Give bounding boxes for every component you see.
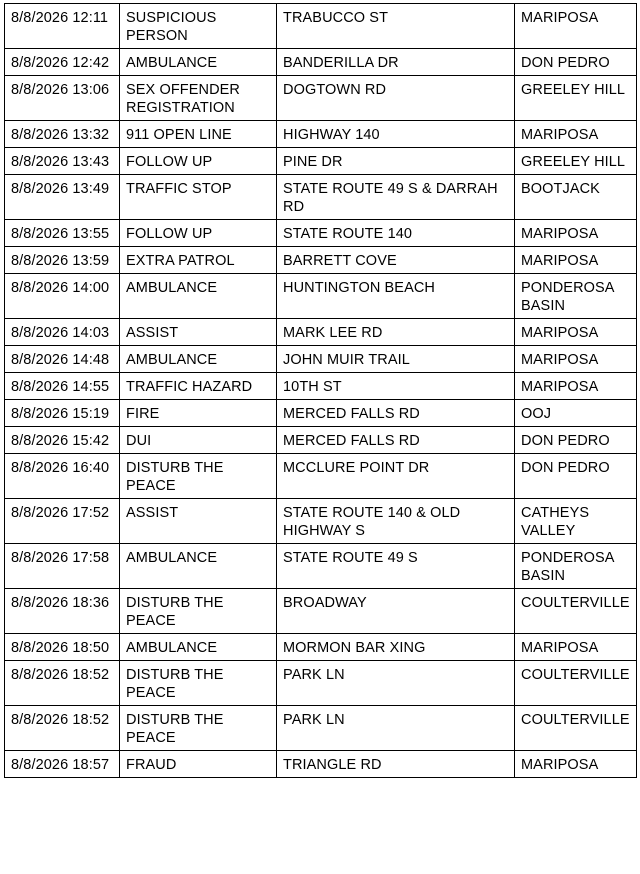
incident-type-cell: AMBULANCE (120, 49, 277, 76)
area-cell: DON PEDRO (515, 427, 637, 454)
datetime-cell: 8/8/2026 17:52 (5, 499, 120, 544)
incident-type-cell: FIRE (120, 400, 277, 427)
datetime-cell: 8/8/2026 16:40 (5, 454, 120, 499)
table-row (5, 706, 637, 751)
area-cell: COULTERVILLE (515, 706, 637, 751)
location-cell: MORMON BAR XING (277, 634, 515, 661)
datetime-cell: 8/8/2026 14:48 (5, 346, 120, 373)
location-cell: MARK LEE RD (277, 319, 515, 346)
datetime-cell: 8/8/2026 18:36 (5, 589, 120, 634)
area-cell: MARIPOSA (515, 121, 637, 148)
table-row (5, 589, 637, 634)
incident-type-cell: AMBULANCE (120, 634, 277, 661)
incident-type-cell: EXTRA PATROL (120, 247, 277, 274)
area-cell: GREELEY HILL (515, 148, 637, 175)
location-cell: STATE ROUTE 49 S & DARRAH RD (277, 175, 515, 220)
incident-type-cell: SEX OFFENDER REGISTRATION (120, 76, 277, 121)
table-row (5, 274, 637, 319)
table-row (5, 346, 637, 373)
area-cell: MARIPOSA (515, 319, 637, 346)
incident-type-cell: TRAFFIC STOP (120, 175, 277, 220)
incident-type-cell: TRAFFIC HAZARD (120, 373, 277, 400)
incident-type-cell: AMBULANCE (120, 544, 277, 589)
incident-type-cell: AMBULANCE (120, 346, 277, 373)
datetime-cell: 8/8/2026 18:52 (5, 706, 120, 751)
area-cell: PONDEROSA BASIN (515, 274, 637, 319)
area-cell: MARIPOSA (515, 220, 637, 247)
table-row (5, 427, 637, 454)
table-row (5, 175, 637, 220)
datetime-cell: 8/8/2026 15:42 (5, 427, 120, 454)
incident-type-cell: DISTURB THE PEACE (120, 454, 277, 499)
datetime-cell: 8/8/2026 14:00 (5, 274, 120, 319)
table-row (5, 121, 637, 148)
incident-type-cell: ASSIST (120, 499, 277, 544)
datetime-cell: 8/8/2026 15:19 (5, 400, 120, 427)
datetime-cell: 8/8/2026 18:57 (5, 751, 120, 778)
area-cell: MARIPOSA (515, 751, 637, 778)
incident-type-cell: SUSPICIOUS PERSON (120, 4, 277, 49)
location-cell: 10TH ST (277, 373, 515, 400)
datetime-cell: 8/8/2026 18:50 (5, 634, 120, 661)
location-cell: BROADWAY (277, 589, 515, 634)
incident-type-cell: 911 OPEN LINE (120, 121, 277, 148)
table-row (5, 634, 637, 661)
table-row (5, 49, 637, 76)
area-cell: MARIPOSA (515, 346, 637, 373)
area-cell: OOJ (515, 400, 637, 427)
incident-type-cell: DISTURB THE PEACE (120, 706, 277, 751)
location-cell: MCCLURE POINT DR (277, 454, 515, 499)
incident-type-cell: DUI (120, 427, 277, 454)
table-row (5, 544, 637, 589)
location-cell: HUNTINGTON BEACH (277, 274, 515, 319)
area-cell: MARIPOSA (515, 247, 637, 274)
table-row (5, 373, 637, 400)
table-row (5, 76, 637, 121)
table-row (5, 661, 637, 706)
location-cell: HIGHWAY 140 (277, 121, 515, 148)
location-cell: STATE ROUTE 49 S (277, 544, 515, 589)
location-cell: STATE ROUTE 140 & OLD HIGHWAY S (277, 499, 515, 544)
area-cell: DON PEDRO (515, 454, 637, 499)
location-cell: PINE DR (277, 148, 515, 175)
datetime-cell: 8/8/2026 13:06 (5, 76, 120, 121)
datetime-cell: 8/8/2026 13:55 (5, 220, 120, 247)
datetime-cell: 8/8/2026 17:58 (5, 544, 120, 589)
area-cell: DON PEDRO (515, 49, 637, 76)
incident-type-cell: DISTURB THE PEACE (120, 589, 277, 634)
area-cell: PONDEROSA BASIN (515, 544, 637, 589)
datetime-cell: 8/8/2026 13:43 (5, 148, 120, 175)
datetime-cell: 8/8/2026 18:52 (5, 661, 120, 706)
location-cell: PARK LN (277, 661, 515, 706)
area-cell: GREELEY HILL (515, 76, 637, 121)
location-cell: JOHN MUIR TRAIL (277, 346, 515, 373)
table-row (5, 148, 637, 175)
table-row (5, 454, 637, 499)
location-cell: STATE ROUTE 140 (277, 220, 515, 247)
table-row (5, 499, 637, 544)
incident-log-body (5, 4, 637, 778)
table-row (5, 4, 637, 49)
incident-log-table (4, 3, 637, 778)
table-row (5, 400, 637, 427)
area-cell: COULTERVILLE (515, 661, 637, 706)
area-cell: BOOTJACK (515, 175, 637, 220)
area-cell: MARIPOSA (515, 634, 637, 661)
location-cell: BARRETT COVE (277, 247, 515, 274)
incident-type-cell: FOLLOW UP (120, 220, 277, 247)
incident-type-cell: FOLLOW UP (120, 148, 277, 175)
table-row (5, 751, 637, 778)
datetime-cell: 8/8/2026 13:59 (5, 247, 120, 274)
location-cell: MERCED FALLS RD (277, 427, 515, 454)
datetime-cell: 8/8/2026 14:55 (5, 373, 120, 400)
datetime-cell: 8/8/2026 13:49 (5, 175, 120, 220)
location-cell: DOGTOWN RD (277, 76, 515, 121)
location-cell: MERCED FALLS RD (277, 400, 515, 427)
datetime-cell: 8/8/2026 12:42 (5, 49, 120, 76)
table-row (5, 319, 637, 346)
datetime-cell: 8/8/2026 12:11 (5, 4, 120, 49)
location-cell: TRABUCCO ST (277, 4, 515, 49)
incident-type-cell: AMBULANCE (120, 274, 277, 319)
datetime-cell: 8/8/2026 13:32 (5, 121, 120, 148)
area-cell: COULTERVILLE (515, 589, 637, 634)
area-cell: MARIPOSA (515, 4, 637, 49)
table-row (5, 220, 637, 247)
area-cell: MARIPOSA (515, 373, 637, 400)
location-cell: BANDERILLA DR (277, 49, 515, 76)
table-row (5, 247, 637, 274)
area-cell: CATHEYS VALLEY (515, 499, 637, 544)
incident-type-cell: DISTURB THE PEACE (120, 661, 277, 706)
location-cell: TRIANGLE RD (277, 751, 515, 778)
datetime-cell: 8/8/2026 14:03 (5, 319, 120, 346)
incident-type-cell: FRAUD (120, 751, 277, 778)
location-cell: PARK LN (277, 706, 515, 751)
incident-type-cell: ASSIST (120, 319, 277, 346)
